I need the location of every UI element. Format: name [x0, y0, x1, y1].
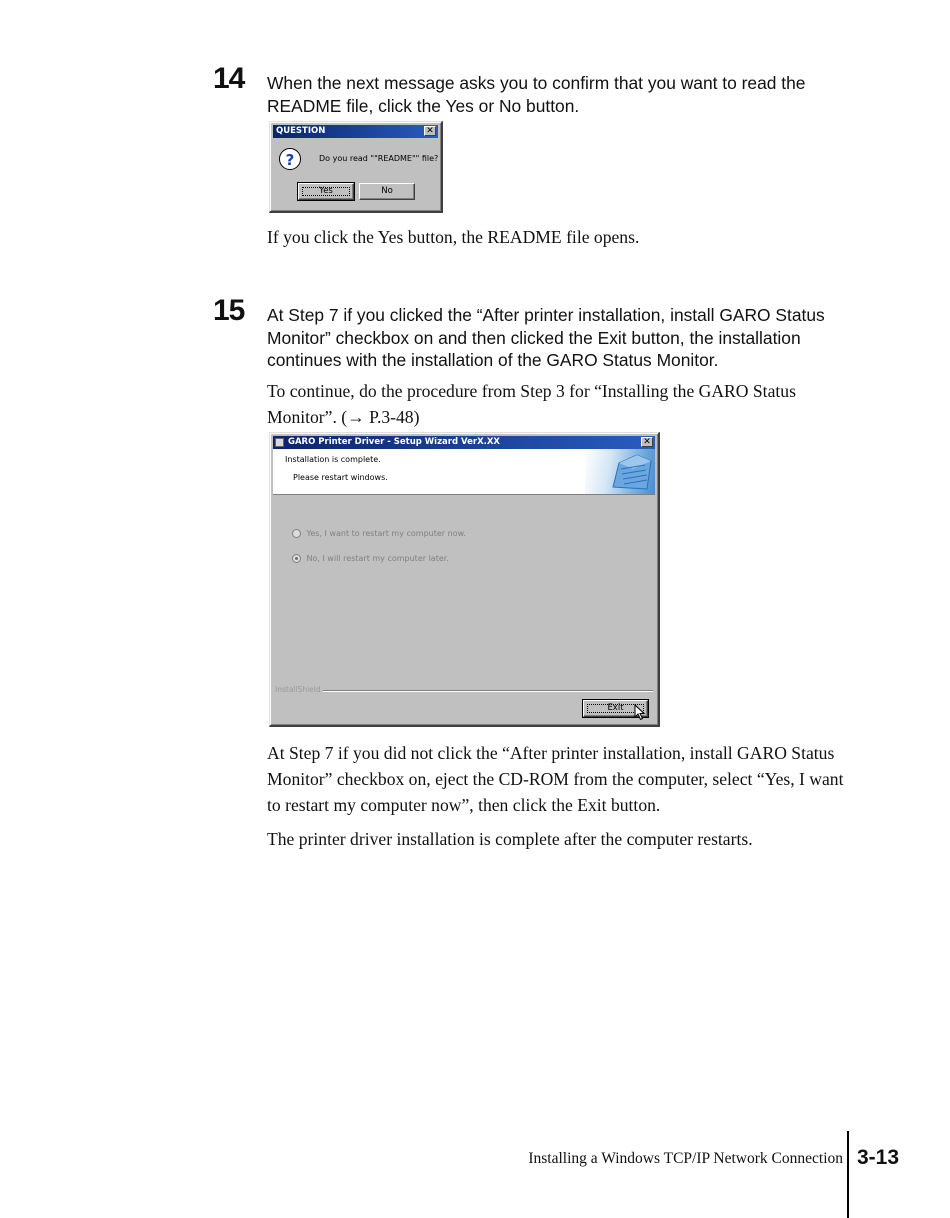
printer-graphic-icon	[585, 449, 655, 494]
step-15-final-text: The printer driver installation is complete after the computer restarts.	[267, 829, 753, 849]
footer-divider	[847, 1131, 849, 1218]
yes-button-label: Yes	[319, 186, 333, 196]
step-number-14: 14	[213, 62, 245, 95]
restart-now-option[interactable]	[292, 529, 466, 538]
setup-wizard-dialog	[269, 432, 660, 727]
no-button-label: No	[381, 186, 393, 196]
footer-section-title: Installing a Windows TCP/IP Network Connection	[528, 1150, 843, 1167]
close-icon[interactable]: ✕	[424, 126, 436, 136]
step-number-15: 15	[213, 294, 245, 327]
restart-later-option[interactable]	[292, 554, 449, 563]
step-15-continue-text: To continue, do the procedure from Step 3 for “Installing the GARO Status Monitor”. (→ P.3-48)	[267, 381, 796, 427]
page-number: 3-13	[857, 1146, 900, 1169]
restart-later-label: No, I will restart my computer later.	[306, 554, 449, 563]
restart-later-radio[interactable]	[292, 554, 301, 563]
installshield-brand: InstallShield	[275, 685, 321, 694]
mouse-cursor-icon	[634, 704, 646, 721]
exit-button-label: Exit	[607, 703, 624, 713]
restart-now-radio[interactable]	[292, 529, 301, 538]
no-button[interactable]	[359, 183, 415, 200]
step-15-instruction: At Step 7 if you clicked the “After printer installation, install GARO Status Monitor” checkbox on and then clicked the Exit button, the installation continues with the installation of the GARO Status Monitor.	[267, 305, 825, 370]
question-dialog-titlebar	[273, 125, 438, 138]
step-15-after-text: At Step 7 if you did not click the “After printer installation, install GARO Status Monitor” checkbox on, eject the CD-ROM from the computer, select “Yes, I want to restart my computer now”, then click the Exit button.	[267, 743, 844, 815]
setup-wizard-titlebar	[273, 436, 655, 449]
yes-button[interactable]	[298, 183, 354, 200]
step-14-instruction: When the next message asks you to confirm that you want to read the README file, click the Yes or No button.	[267, 73, 806, 116]
wizard-header-line-1: Installation is complete.	[285, 455, 381, 464]
question-dialog-message: Do you read ""README"" file?	[319, 154, 439, 163]
wizard-header	[273, 449, 655, 495]
installshield-divider	[275, 690, 653, 692]
restart-now-label: Yes, I want to restart my computer now.	[306, 529, 466, 538]
setup-wizard-title: GARO Printer Driver - Setup Wizard VerX.XX	[288, 437, 500, 447]
close-icon[interactable]: ✕	[641, 437, 653, 447]
question-dialog-title: QUESTION	[276, 126, 326, 136]
step-14-note: If you click the Yes button, the README file opens.	[267, 227, 640, 247]
question-icon: ?	[279, 148, 301, 170]
installer-icon	[275, 438, 284, 447]
question-dialog	[269, 121, 443, 213]
wizard-header-line-2: Please restart windows.	[293, 473, 388, 482]
wizard-graphic	[585, 449, 655, 494]
